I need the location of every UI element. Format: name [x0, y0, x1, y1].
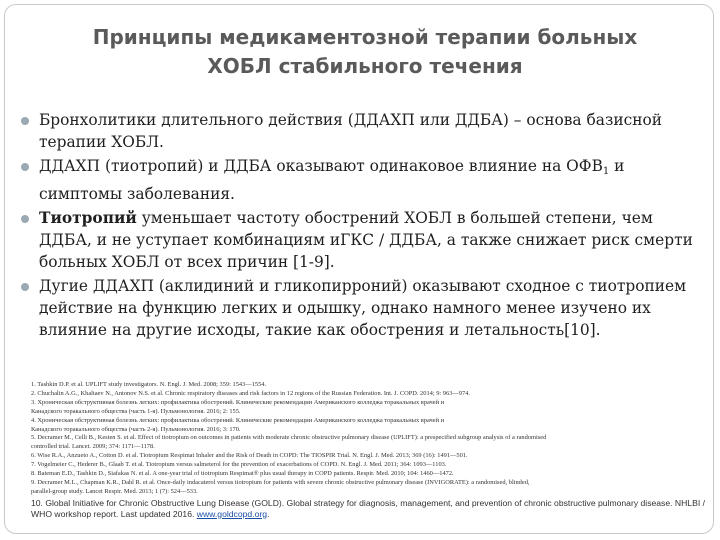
reference-line: 1. Tashkin D.P. et al. UPLIFT study investigators. N. Engl. J. Med. 2008; 359: 1543—1554.	[31, 381, 267, 388]
reference-gold	[31, 498, 707, 520]
reference-line: 3. Хроническая обструктивная болезнь легких: профилактика обострений. Клинические рекомендации Американского колледжа торакальных врачей и	[31, 398, 445, 406]
bullet-dot-icon	[21, 283, 29, 291]
bullet-dot-icon	[21, 117, 29, 125]
bullet-bold-term: Тиотропий	[39, 209, 137, 227]
fev-subscript: 1	[602, 166, 610, 177]
bullet-dot-icon	[21, 215, 29, 223]
gold-website-link[interactable]: www.goldcopd.org	[196, 508, 267, 519]
reference-line: 2. Chuchalin A.G., Khaltaev N., Antonov N.S. et al. Chronic respiratory diseases and risk factors in 12 regions of the Russian Federation. Int. J. COPD. 2014; 9: 963—974.	[31, 389, 470, 397]
references	[31, 381, 707, 520]
bullet-item-tiotropium-vs-ddba	[13, 155, 703, 205]
bullet-text: уменьшает частоту обострений ХОБЛ в большей степени, чем ДДБА, и не уступает комбинациям иГКС / ДДБА, а также снижает риск смерти больных ХОБЛ от всех причин [1-9].	[39, 209, 693, 271]
reference-line: 5. Decramer M., Celli B., Kesten S. et al. Effect of tiotropium on outcomes in patients with moderate chronic obstructive pulmonary disease (UPLIFT): a prespecified subgroup analysis of a randomised	[31, 434, 547, 442]
reference-line: 7. Vogelmeier C., Hederer B., Glaab T. et al. Tiotropium versus salmeterol for the prevention of exacerbations of COPD. N. Engl. J. Med. 2011; 364: 1093—1103.	[31, 461, 447, 469]
bullet-text-part-b: и симптомы заболевания.	[39, 157, 625, 203]
reference-line: 6. Wise R.A., Anzueto A., Cotton D. et al. Tiotropium Respimat Inhaler and the Risk of Death in COPD: The TIOSPIR Trial. N. Engl. J. Med. 2013; 369 (16): 1491—501.	[31, 452, 468, 460]
bullet-item-tiotropium-exacerbations	[13, 207, 703, 273]
reference-line: 9. Decramer M.L., Chapman K.R., Dahl R. et al. Once-daily indacaterol versus tiotropium for patients with severe chronic obstructive pulmonary disease (INVIGORATE): a randomised, blinded,	[31, 478, 530, 486]
slide	[4, 4, 714, 534]
reference-line: controlled trial. Lancet. 2009; 374: 1171—1178.	[31, 443, 155, 451]
bullet-text: Бронхолитики длительного действия (ДДАХП или ДДБА) – основа базисной терапии ХОБЛ.	[39, 111, 662, 151]
slide-title	[65, 23, 665, 81]
reference-line: parallel-group study. Lancet Respir. Med. 2013; 1 (7): 524—533.	[31, 487, 198, 495]
reference-line: 8. Bateman E.D., Tashkin D., Siafakas N. et al. A one-year trial of tiotropium Respimat® plus usual therapy in COPD patients. Respir. Med. 2010; 104: 1460—1472.	[31, 470, 454, 478]
reference-gold-text: 10. Global Initiative for Chronic Obstructive Lung Disease (GOLD). Global strategy for diagnosis, management, and prevention of chronic obstructive pulmonary disease. NHLBI / WHO workshop report. Last updated 2016.	[31, 497, 705, 519]
reference-line: 4. Хроническая обструктивная болезнь легких: профилактика обострений. Клинические рекомендации Американского колледжа торакальных врачей и	[31, 416, 445, 424]
bullet-item-bronchodilators	[13, 109, 703, 153]
bullet-text: Дугие ДДАХП (аклидиний и гликопирроний) оказывают сходное с тиотропием действие на функцию легких и одышку, однако намного менее изучено их влияние на другие исходы, такие как обострения и летальность[10].	[39, 277, 687, 339]
slide-title-line-1: Принципы медикаментозной терапии больных	[92, 25, 638, 49]
reference-line: Канадского торакального общества (часть 1-я). Пульмонология. 2016; 2: 155.	[31, 407, 241, 415]
bullet-item-other-lama	[13, 275, 703, 341]
slide-title-line-2: ХОБЛ стабильного течения	[207, 54, 523, 78]
bullet-text-part-a: ДДАХП (тиотропий) и ДДБА оказывают одинаковое влияние на ОФВ	[39, 157, 603, 175]
reference-line: Канадского торакального общества (часть 2-я). Пульмонология. 2016; 3: 170.	[31, 425, 241, 433]
reference-gold-tail: .	[267, 508, 270, 519]
bullet-list	[13, 109, 703, 343]
bullet-dot-icon	[21, 163, 29, 171]
